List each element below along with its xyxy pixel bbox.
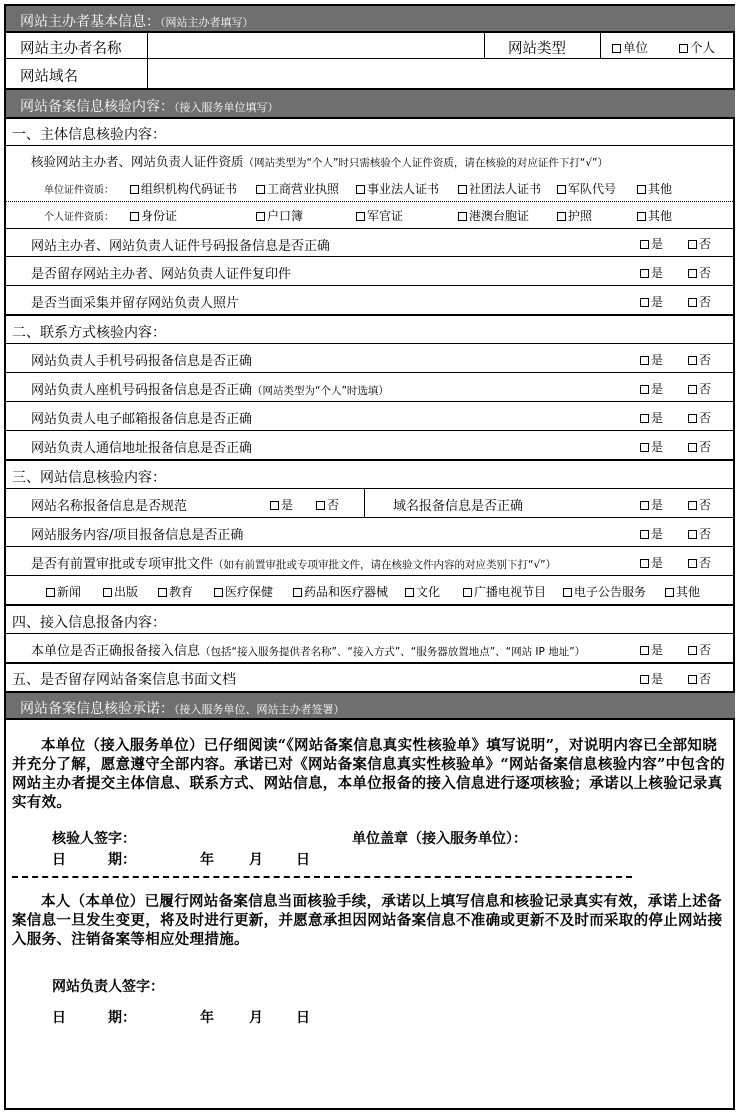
approval-category[interactable]: 广播电视节目 [463,583,546,600]
day-label: 日 [296,1010,310,1026]
no-option[interactable]: 否 [688,525,711,542]
yes-option[interactable]: 是 [640,525,663,542]
header-title: 网站备案信息核验内容： [20,99,174,115]
checkbox-icon [270,501,279,510]
checkbox-icon [130,185,139,194]
year-label: 年 [200,1010,214,1026]
unit-seal-label: 单位盖章（接入服务单位）： [352,831,527,847]
checkbox-icon [640,530,649,539]
yes-option[interactable]: 是 [640,438,663,455]
checkbox-icon [463,588,472,597]
checkbox-icon [640,298,649,307]
checkbox-icon [158,588,167,597]
separator-dashed-line [12,876,632,878]
checkbox-icon [640,240,649,249]
personal-cert-option[interactable]: 身份证 [130,207,177,224]
question-text: 网站负责人座机号码报备信息是否正确（网站类型为“个人”时选填） [31,383,389,398]
yes-option[interactable]: 是 [640,351,663,368]
date-label: 日 期： [52,852,136,868]
yes-option[interactable]: 是 [640,641,663,658]
personal-cert-option[interactable]: 护照 [557,207,592,224]
checkbox-icon [612,44,621,53]
checkbox-icon [688,501,697,510]
site-owner-name-label: 网站主办者名称 [20,41,122,57]
question-text: 是否有前置审批或专项审批文件（如有前置审批或专项审批文件，请在核验文件内容的对应类别下打“√”） [31,557,557,572]
commitment-paragraph-1: 本单位（接入服务单位）已仔细阅读“《网站备案信息真实性核验单》填写说明”，对说明内容已全部知晓并充分了解，愿意遵守全部内容。承诺已对《网站备案信息真实性核验单》“网站备案信息核验内容”中包含的网站主办者提交主体信息、联系方式、网站信息，本单位报备的接入信息进行逐项核验；承诺以上核验记录真实有效。 [12,737,725,811]
checkbox-icon [640,675,649,684]
month-label: 月 [249,852,263,868]
no-option[interactable]: 否 [688,496,711,513]
checkbox-icon [640,559,649,568]
checkbox-icon [316,501,325,510]
checkbox-icon [688,559,697,568]
checkbox-icon [679,44,688,53]
approval-category[interactable]: 医疗保健 [214,583,273,600]
checkbox-icon [637,185,646,194]
checkbox-icon [563,588,572,597]
personal-cert-option[interactable]: 其他 [637,207,672,224]
site-type-unit-option[interactable]: 单位 [612,38,648,56]
checkbox-icon [103,588,112,597]
question-text: 是否当面采集并留存网站负责人照片 [31,296,240,311]
unit-cert-option[interactable]: 工商营业执照 [256,180,339,197]
section-3-title: 三、网站信息核验内容： [12,470,166,486]
no-option[interactable]: 否 [688,293,711,310]
approval-category[interactable]: 新闻 [46,583,81,600]
checkbox-icon [356,185,365,194]
site-domain-label: 网站域名 [20,69,78,85]
checkbox-icon [665,588,674,597]
question-text: 网站负责人手机号码报备信息是否正确 [31,354,253,369]
yes-option[interactable]: 是 [640,409,663,426]
approval-category[interactable]: 其他 [665,583,700,600]
personal-cert-option[interactable]: 港澳台胞证 [458,207,529,224]
no-option[interactable]: 否 [688,641,711,658]
commitment-paragraph-2: 本人（本单位）已履行网站备案信息当面核验手续，承诺以上填写信息和核验记录真实有效，承诺上述备案信息一旦发生变更，将及时进行更新，并愿意承担因网站备案信息不准确或更新不及时而采取的停止网站接入服务、注销备案等相应处理措施。 [12,893,723,948]
section-1-title: 一、主体信息核验内容： [12,127,166,143]
question-text: 网站名称报备信息是否规范 [31,499,188,514]
checkbox-icon [688,356,697,365]
checkbox-icon [640,385,649,394]
question-text: 网站服务内容/项目报备信息是否正确 [31,528,244,543]
checkbox-icon [688,269,697,278]
checkbox-icon [688,675,697,684]
checkbox-icon [130,212,139,221]
header-subtitle: （网站主办者填写） [160,16,254,29]
unit-cert-option[interactable]: 组织机构代码证书 [130,180,237,197]
checkbox-icon [688,443,697,452]
no-option[interactable]: 否 [316,496,339,513]
no-option[interactable]: 否 [688,670,711,687]
section-header-basic [6,4,735,33]
checkbox-icon [688,530,697,539]
checkbox-icon [640,356,649,365]
checkbox-icon [688,298,697,307]
site-domain-field[interactable] [148,59,733,88]
checkbox-icon [688,646,697,655]
no-option[interactable]: 否 [688,438,711,455]
personal-cert-option[interactable]: 户口簿 [256,207,303,224]
section-4-title: 四、接入信息报备内容： [12,615,166,631]
unit-cert-label: 单位证件资质： [44,185,114,196]
unit-cert-option[interactable]: 事业法人证书 [356,180,439,197]
section-header-verification [6,88,735,119]
checkbox-icon [640,443,649,452]
checkbox-icon [688,414,697,423]
no-option[interactable]: 否 [688,409,711,426]
header-title: 网站备案信息核验承诺： [20,701,174,717]
no-option[interactable]: 否 [688,264,711,281]
approval-category[interactable]: 出版 [103,583,138,600]
yes-option[interactable]: 是 [640,554,663,571]
cert-intro: 核验网站主办者、网站负责人证件资质（网站类型为“个人”时只需核验个人证件资质，请在核验的对应证件下打“√”） [31,154,608,169]
checkbox-icon [46,588,55,597]
approval-category[interactable]: 教育 [158,583,193,600]
no-option[interactable]: 否 [688,235,711,252]
checkbox-icon [688,240,697,249]
yes-option[interactable]: 是 [640,496,663,513]
day-label: 日 [296,852,310,868]
personal-cert-option[interactable]: 军官证 [356,207,403,224]
yes-option[interactable]: 是 [270,496,293,513]
approval-category[interactable]: 电子公告服务 [563,583,646,600]
question-text: 本单位是否正确报备接入信息（包括“接入服务提供者名称”、“接入方式”、“服务器放置地点”、“网站 IP 地址”） [31,644,586,659]
checkbox-icon [640,646,649,655]
question-text: 是否留存网站主办者、网站负责人证件复印件 [31,267,292,282]
question-text: 网站负责人电子邮箱报备信息是否正确 [31,412,253,427]
unit-cert-option[interactable]: 军队代号 [557,180,616,197]
checkbox-icon [356,212,365,221]
checkbox-icon [256,212,265,221]
header-title: 网站主办者基本信息： [20,14,160,30]
date-label: 日 期： [52,1010,136,1026]
checkbox-icon [293,588,302,597]
checkbox-icon [688,385,697,394]
month-label: 月 [249,1010,263,1026]
checkbox-icon [405,588,414,597]
question-text: 网站主办者、网站负责人证件号码报备信息是否正确 [31,239,331,254]
year-label: 年 [200,852,214,868]
yes-option[interactable]: 是 [640,670,663,687]
yes-option[interactable]: 是 [640,264,663,281]
checkbox-icon [458,212,467,221]
owner-signature-label: 网站负责人签字： [52,979,164,995]
site-owner-name-field[interactable] [148,33,484,58]
yes-option[interactable]: 是 [640,293,663,310]
header-subtitle: （接入服务单位、网站主办者签署） [174,703,345,716]
section-5-title: 五、是否留存网站备案信息书面文档 [12,672,236,688]
yes-option[interactable]: 是 [640,235,663,252]
personal-cert-label: 个人证件资质： [44,212,114,223]
unit-cert-option[interactable]: 其他 [637,180,672,197]
approval-category[interactable]: 药品和医疗器械 [293,583,388,600]
checkbox-icon [256,185,265,194]
unit-cert-option[interactable]: 社团法人证书 [458,180,541,197]
checkbox-icon [458,185,467,194]
checkbox-icon [640,501,649,510]
checkbox-icon [557,185,566,194]
yes-option[interactable]: 是 [640,380,663,397]
no-option[interactable]: 否 [688,554,711,571]
site-type-label: 网站类型 [508,41,566,57]
checkbox-icon [214,588,223,597]
checker-signature-label: 核验人签字： [52,831,136,847]
header-subtitle: （接入服务单位填写） [174,101,279,114]
section-2-title: 二、联系方式核验内容： [12,325,166,341]
no-option[interactable]: 否 [688,380,711,397]
checkbox-icon [640,414,649,423]
site-type-personal-option[interactable]: 个人 [679,38,715,56]
no-option[interactable]: 否 [688,351,711,368]
question-text: 网站负责人通信地址报备信息是否正确 [31,441,253,456]
checkbox-icon [637,212,646,221]
checkbox-icon [557,212,566,221]
section-header-commitment [6,691,735,720]
checkbox-icon [640,269,649,278]
question-text: 域名报备信息是否正确 [393,499,524,514]
approval-category[interactable]: 文化 [405,583,440,600]
